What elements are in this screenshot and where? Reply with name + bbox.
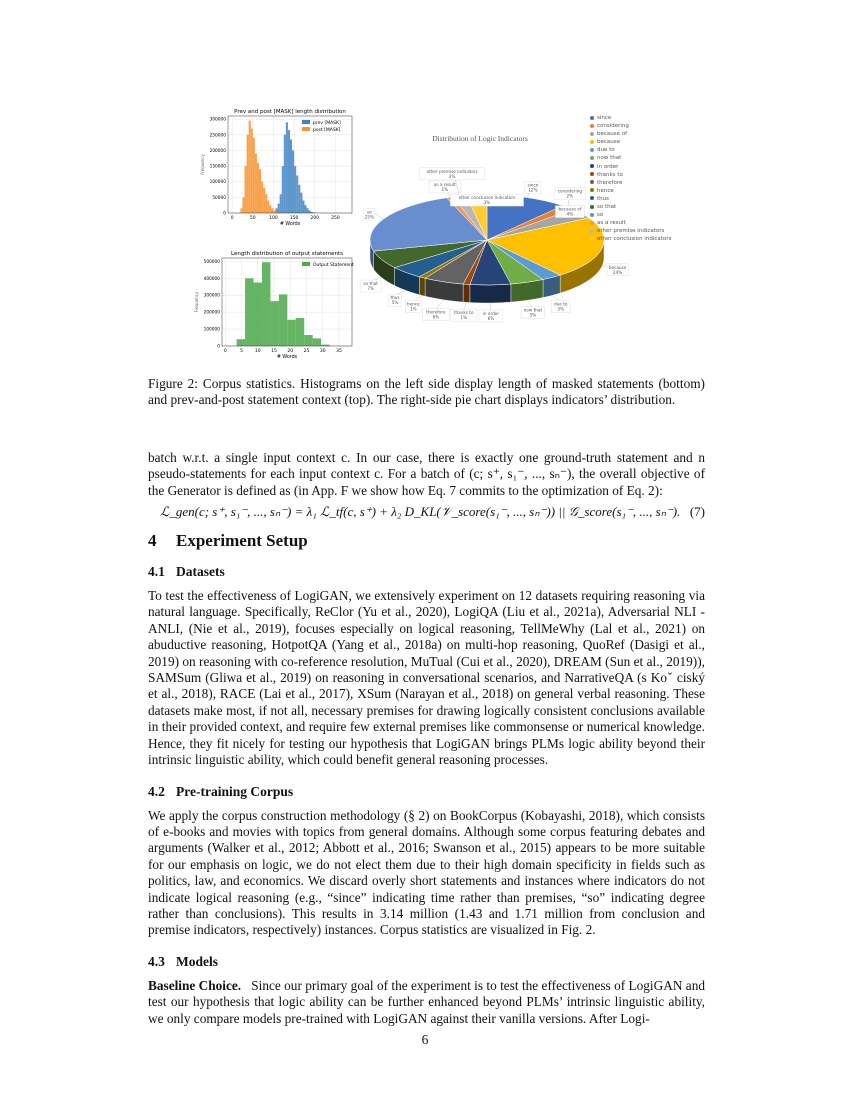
legend-marker <box>590 156 594 160</box>
legend-item <box>590 219 671 227</box>
pie-slice-side <box>470 284 511 303</box>
legend-swatch <box>302 127 310 131</box>
legend-marker <box>590 116 594 120</box>
x-tick-label: 25 <box>303 349 310 354</box>
pie-data-label: hence <box>406 301 420 307</box>
histogram-bar <box>280 194 282 213</box>
x-tick-label: 150 <box>289 216 299 221</box>
legend-marker <box>590 180 594 184</box>
legend-label: now that <box>597 155 622 162</box>
histogram-bar <box>271 208 273 213</box>
histogram-bar <box>296 175 298 213</box>
histogram-bar <box>255 154 257 213</box>
legend-marker <box>590 140 594 144</box>
legend-marker <box>590 213 594 217</box>
pie-title: Distribution of Logic Indicators <box>432 134 528 143</box>
legend-label: because <box>597 139 621 146</box>
pie-data-label: therefore <box>426 309 446 315</box>
histogram-bar <box>257 163 259 213</box>
y-tick-label: 150000 <box>209 164 226 170</box>
pie-data-label: in order <box>482 310 500 316</box>
legend-label: thus <box>597 195 609 202</box>
legend-marker <box>590 237 594 241</box>
legend-item <box>590 114 671 122</box>
pie-leader-line <box>436 300 444 310</box>
pie-data-percent: 2% <box>566 193 574 199</box>
x-tick-label: 10 <box>254 349 261 354</box>
legend-item <box>590 146 671 154</box>
pie-data-percent: 3% <box>557 306 565 312</box>
histogram-bar <box>237 339 245 346</box>
histogram-bar <box>278 204 280 213</box>
histogram-bar <box>240 208 242 213</box>
histogram-bar <box>298 185 300 213</box>
histogram-bar <box>288 130 290 213</box>
histogram-bar <box>287 320 295 346</box>
chart-title: Length distribution of output statements <box>231 251 343 257</box>
legend-item <box>590 130 671 138</box>
legend-item <box>590 122 671 130</box>
legend-marker <box>590 205 594 209</box>
legend-item <box>590 138 671 146</box>
y-tick-label: 500000 <box>203 259 220 265</box>
x-tick-label: 0 <box>223 349 227 354</box>
pie-slice-side <box>463 284 470 302</box>
histogram-bar <box>242 197 244 213</box>
pie-data-percent: 7% <box>367 286 375 292</box>
pie-data-percent: 25% <box>364 214 374 220</box>
histogram-bar <box>304 335 312 346</box>
histogram-bar <box>296 318 304 346</box>
pie-data-percent: 1% <box>441 186 449 192</box>
subsection-heading <box>148 563 705 580</box>
histogram-bar <box>300 193 302 213</box>
legend-item <box>590 203 671 211</box>
legend-label: prev [MASK] <box>313 121 341 126</box>
histogram-bar <box>253 138 255 213</box>
y-tick-label: 0 <box>217 344 220 350</box>
equation-body: ℒ_gen(c; s⁺, s₁⁻, ..., sₙ⁻) = λ₁ ℒ_tf(c, s⁺) + λ₂ D_KL(𝒱_score(s₁⁻, ..., sₙ⁻)) || 𝒢_score(s₁⁻, ..., sₙ⁻). <box>160 504 681 520</box>
y-tick-label: 400000 <box>203 276 220 282</box>
paragraph-lead: Baseline Choice. <box>148 977 242 993</box>
x-axis-label: # Words <box>276 355 298 360</box>
y-tick-label: 300000 <box>209 117 226 123</box>
pie-legend <box>590 114 671 244</box>
section-number: 4.1 <box>148 564 165 580</box>
legend-swatch <box>302 262 310 266</box>
y-tick-label: 300000 <box>203 293 220 299</box>
histogram-bar <box>267 200 269 213</box>
legend-label: due to <box>597 147 615 154</box>
pie-slice-side <box>419 277 425 296</box>
histogram-bar <box>261 182 263 213</box>
pie-data-percent: 3% <box>483 200 491 206</box>
legend-marker <box>590 196 594 200</box>
histogram-bar <box>279 294 287 346</box>
legend-label: so that <box>597 204 617 211</box>
legend-label: so <box>597 212 604 219</box>
histogram-bar <box>270 301 278 346</box>
pie-data-label: due to <box>553 301 568 307</box>
section-number: 4 <box>148 531 157 551</box>
legend-item <box>590 187 671 195</box>
pie-data-label: now that <box>523 307 543 313</box>
x-tick-label: 0 <box>230 216 234 221</box>
legend-marker <box>590 221 594 225</box>
legend-item <box>590 235 671 243</box>
histogram-bar <box>254 283 262 346</box>
pie-data-label: because <box>608 264 627 270</box>
legend-label: Output Statement <box>313 263 354 268</box>
legend-marker <box>590 188 594 192</box>
y-tick-label: 50000 <box>212 195 226 201</box>
paragraph <box>148 978 705 1027</box>
pie-data-label: so <box>366 209 372 215</box>
x-tick-label: 35 <box>336 349 342 354</box>
pie-data-percent: 6% <box>432 314 440 320</box>
section-title: Datasets <box>176 564 225 580</box>
histogram-bar <box>265 194 267 213</box>
histogram-bar <box>307 208 309 213</box>
section-title: Experiment Setup <box>176 531 308 551</box>
legend-item <box>590 154 671 162</box>
section-title: Models <box>176 953 218 969</box>
y-tick-label: 250000 <box>209 133 226 139</box>
legend-item <box>590 179 671 187</box>
figure-caption: Figure 2: Corpus statistics. Histograms on the left side display length of masked statements (bottom) and prev-and-post statement context (top). The right-side pie chart displays indicators’ distribution. <box>148 376 705 408</box>
equation-7 <box>160 503 705 521</box>
x-tick-label: 250 <box>331 216 340 221</box>
histogram-bar <box>309 210 311 213</box>
legend-item <box>590 195 671 203</box>
y-tick-label: 100000 <box>209 180 226 186</box>
histogram-bar <box>290 139 292 213</box>
histogram-bar <box>245 166 247 213</box>
histogram-bar <box>263 188 265 213</box>
legend-item <box>590 227 671 235</box>
histogram-bar <box>284 135 286 213</box>
pie-data-percent: 1% <box>460 315 468 321</box>
histogram-bar <box>286 122 288 213</box>
histogram-bar <box>259 169 261 213</box>
histogram-bar <box>292 150 294 213</box>
legend-marker <box>590 172 594 176</box>
legend-label: hence <box>597 187 614 194</box>
x-tick-label: 15 <box>271 349 277 354</box>
legend-label: since <box>597 115 612 121</box>
y-axis-label: Frequency <box>194 291 199 313</box>
pie-data-percent: 24% <box>612 269 623 275</box>
legend-label: thanks to <box>597 171 623 178</box>
page-number: 6 <box>421 1032 429 1047</box>
pie-data-percent: 12% <box>528 187 538 193</box>
legend-label: because of <box>597 131 628 138</box>
body-text <box>148 376 705 1027</box>
histogram-bar <box>302 200 304 213</box>
legend-label: other premise indicators <box>597 228 665 235</box>
legend-item <box>590 163 671 171</box>
x-tick-label: 200 <box>310 216 320 221</box>
histogram-bar <box>245 278 253 346</box>
histogram-bar <box>269 205 271 213</box>
histogram-bar <box>262 262 270 346</box>
chart-title: Prev and post [MASK] length distribution <box>234 109 346 115</box>
pie-data-percent: 1% <box>409 306 417 312</box>
y-tick-label: 200000 <box>209 148 226 154</box>
y-axis-label: Frequency <box>200 154 205 175</box>
legend-label: in order <box>597 163 619 170</box>
legend-label: other conclusion indicators <box>597 236 672 243</box>
histogram-bar <box>282 166 284 213</box>
subsection-heading <box>148 953 705 970</box>
pie-data-percent: 5% <box>391 300 399 306</box>
histogram-bar <box>249 121 251 213</box>
legend-marker <box>590 164 594 168</box>
histogram-bar <box>247 135 249 213</box>
legend-marker <box>590 124 594 128</box>
histogram-bar <box>313 338 321 346</box>
section-title: Pre-training Corpus <box>176 783 294 799</box>
legend-item <box>590 211 671 219</box>
legend-marker <box>590 132 594 136</box>
histogram-bar <box>304 205 306 213</box>
pie-data-label: as a result <box>433 181 456 187</box>
subsection-heading <box>148 783 705 800</box>
pie-data-percent: 4% <box>566 211 574 217</box>
x-tick-label: 20 <box>287 349 294 354</box>
x-tick-label: 30 <box>319 349 326 354</box>
figure-2 <box>0 0 850 370</box>
pie-leader-line <box>464 302 467 310</box>
equation-number: (7) <box>689 504 705 520</box>
legend-label: as a result <box>597 220 626 227</box>
legend-marker <box>590 148 594 152</box>
pie-data-percent: 6% <box>487 315 495 321</box>
legend-marker <box>590 229 594 233</box>
legend-item <box>590 171 671 179</box>
y-tick-label: 100000 <box>203 327 220 333</box>
pie-data-label: thanks to <box>453 310 474 316</box>
paragraph: batch w.r.t. a single input context c. In our case, there is exactly one ground-truth statement and n pseudo-statements for each input context c. For a batch of (c; s⁺, s₁⁻, ..., sₙ⁻), the overall objective of the Generator is defined as (in App. F we show how Eq. 7 commits to the optimization of Eq. 2): <box>148 449 705 498</box>
legend-label: considering <box>597 123 629 130</box>
histogram-bar <box>273 210 275 213</box>
section-heading <box>148 531 705 551</box>
x-tick-label: 50 <box>249 216 256 221</box>
y-tick-label: 200000 <box>203 310 220 316</box>
legend-swatch <box>302 120 310 124</box>
pie-data-label: considering <box>557 188 582 194</box>
pie-data-label: thus <box>390 295 400 301</box>
y-tick-label: 0 <box>223 211 226 217</box>
pie-data-label: so that <box>363 281 378 287</box>
section-number: 4.3 <box>148 953 165 969</box>
pie-data-label: other conclusion indicators <box>458 195 516 201</box>
section-number: 4.2 <box>148 783 165 799</box>
paragraph: We apply the corpus construction methodology (§ 2) on BookCorpus (Kobayashi, 2018), which consists of e-books and movies with topics from general domains. Although some corpus featuring debates and arguments (Walker et al., 2012; Abbott et al., 2016; Swanson et al., 2015) appears to be more suitable for our emphasis on logic, we do not elect them due to their high domain specificity in fields such as politics, law, and economics. We discard overly short statements and instances where indicators do not indicate logical reasoning (e.g., “since” indicating time rather than premises, “so” indicating degree rather than conclusions). This results in 3.14 million (1.43 and 1.71 million from conclusion and premise indicators, respectively) instances. Corpus statistics are visualized in Fig. 2. <box>148 807 705 938</box>
x-tick-label: 100 <box>269 216 278 221</box>
histogram-bar <box>294 166 296 213</box>
pie-data-percent: 2% <box>448 173 456 179</box>
x-tick-label: 5 <box>240 349 243 354</box>
paragraph: To test the effectiveness of LogiGAN, we extensively experiment on 12 datasets requiring reasoning via natural language. Specifically, ReClor (Yu et al., 2020), LogiQA (Liu et al., 2021a), Adversarial NLI - ANLI, (Nie et al., 2019), focuses especially on logical reasoning, TellMeWhy (Lal et al., 2021) on abuductive reasoning, HotpotQA (Yang et al., 2018a) on multi-hop reasoning, QuoRef (Dasigi et al., 2019) on reasoning with co-reference resolution, MuTual (Cui et al., 2020), DREAM (Sun et al., 2019)), SAMSum (Gliwa et al., 2019) on reasoning in conversational scenarios, and NarrativeQA (s Koˇ ciský et al., 2018), RACE (Lai et al., 2017), XSum (Narayan et al., 2018) on general verbal reasoning. These datasets make most, if not all, necessary premises for drawing logically consistent conclusions available in their provided context, and require few external premises like commonsense or numerical knowledge. Hence, they fit nicely for testing our hypothesis that LogiGAN brings PLMs logic ability beyond their intrinsic linguistic ability, which could benefit general reasoning processes. <box>148 588 705 768</box>
legend-label: post [MASK] <box>313 128 341 133</box>
histogram-bar <box>251 129 253 213</box>
paragraph-text: Since our primary goal of the experiment is to test the effectiveness of LogiGAN and test our hypothesis that logic ability can be further enhanced beyond PLMs’ intrinsic linguistic ability, we only compare models pre-trained with LogiGAN against their vanilla versions. After Logi- <box>148 977 706 1026</box>
legend-label: therefore <box>597 179 623 186</box>
pie-data-label: since <box>527 182 539 188</box>
x-axis-label: # Words <box>279 222 301 227</box>
pie-data-label: other premise indicators <box>426 168 478 174</box>
pie-data-label: because of <box>558 206 582 212</box>
pie-data-percent: 5% <box>529 312 537 318</box>
